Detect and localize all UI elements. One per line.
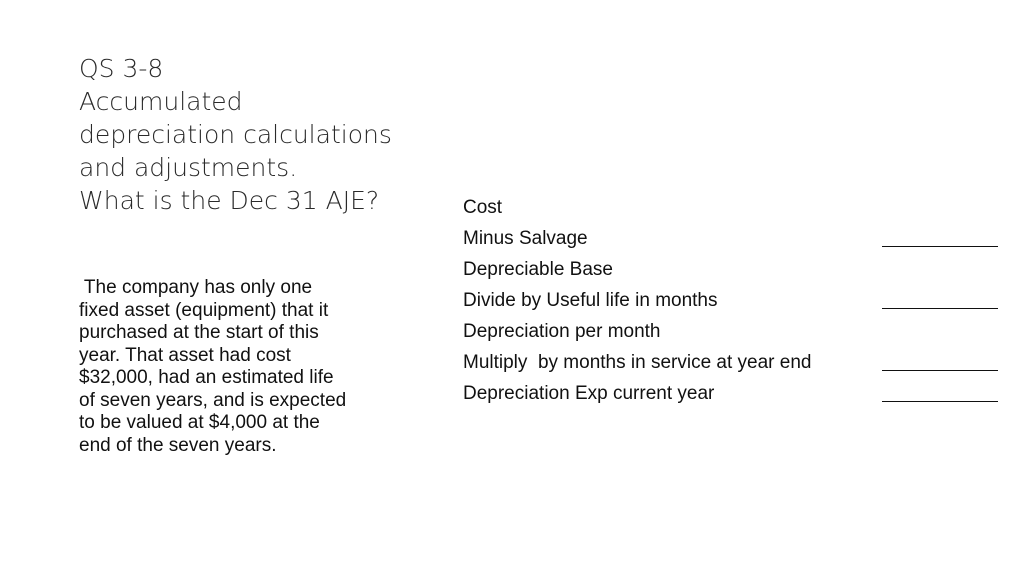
calc-label: Minus Salvage — [463, 228, 588, 249]
title-line: Accumulated — [79, 87, 243, 116]
slide-title — [79, 52, 439, 217]
calc-row-depreciable-base — [463, 258, 1003, 289]
description-line: $32,000, had an estimated life — [79, 367, 334, 388]
calc-label: Depreciation per month — [463, 321, 661, 342]
answer-blank — [882, 308, 998, 309]
calc-row-minus-salvage — [463, 227, 1003, 258]
title-line: and adjustments. — [79, 153, 298, 182]
calc-row-depreciation-per-month — [463, 320, 1003, 351]
calc-label: Multiply by months in service at year end — [463, 352, 812, 373]
calc-label: Divide by Useful life in months — [463, 290, 718, 311]
calc-label: Cost — [463, 197, 503, 218]
calc-label: Depreciable Base — [463, 259, 613, 280]
description-line: fixed asset (equipment) that it — [79, 299, 329, 321]
calc-row-depreciation-expense — [463, 382, 1003, 413]
answer-blank — [882, 246, 998, 247]
title-line: What is the Dec 31 AJE? — [79, 186, 380, 215]
problem-description — [79, 277, 389, 457]
calc-label: Depreciation Exp current year — [463, 383, 715, 404]
description-line: of seven years, and is expected — [79, 389, 347, 411]
answer-blank — [882, 401, 998, 402]
description-line: purchased at the start of this — [79, 322, 319, 343]
calc-row-months-in-service — [463, 351, 1003, 382]
description-line: to be valued at $4,000 at the — [79, 412, 320, 433]
description-line: end of the seven years. — [79, 434, 277, 456]
title-line: depreciation calculations — [79, 120, 392, 149]
description-line: The company has only one — [79, 277, 313, 298]
calc-row-useful-life — [463, 289, 1003, 320]
description-line: year. That asset had cost — [79, 344, 291, 366]
depreciation-calculation — [463, 196, 1003, 413]
title-line: QS 3-8 — [79, 54, 164, 83]
calc-row-cost — [463, 196, 1003, 227]
answer-blank — [882, 370, 998, 371]
